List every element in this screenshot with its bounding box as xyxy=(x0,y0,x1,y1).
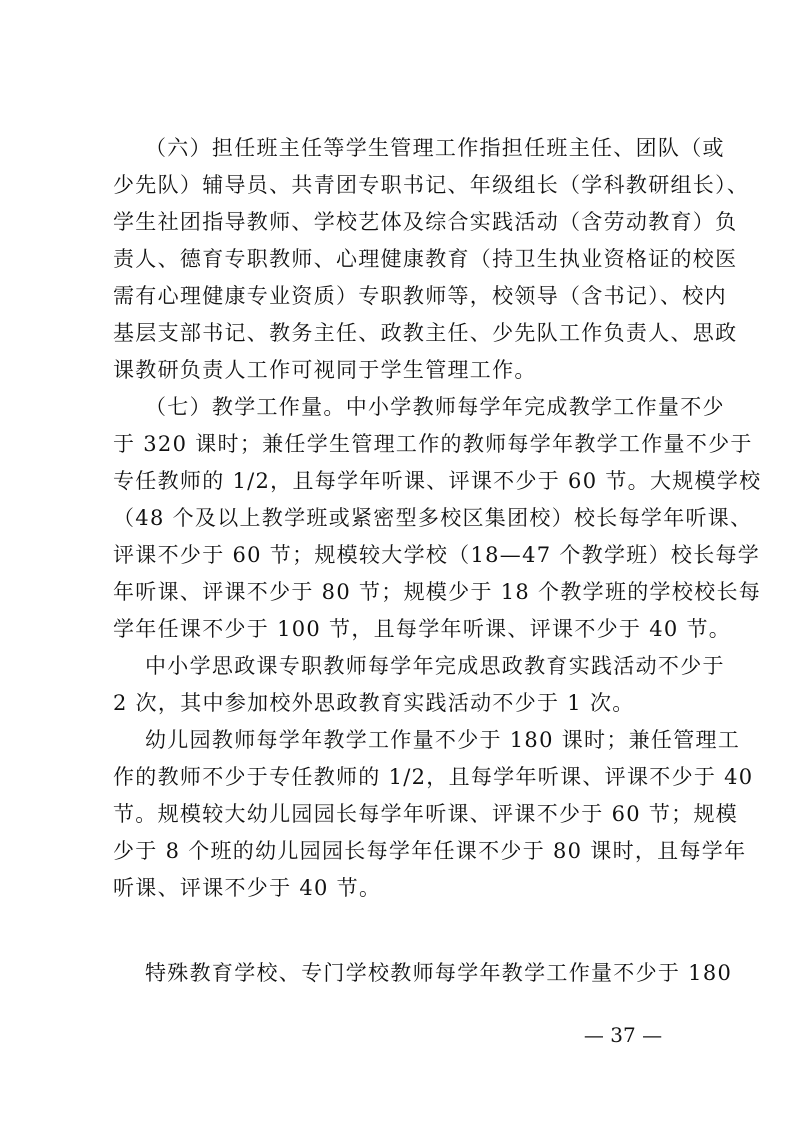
paragraph-line: 节。规模较大幼儿园园长每学年听课、评课不少于 60 节；规模 xyxy=(113,802,739,826)
paragraph-line: 学生社团指导教师、学校艺体及综合实践活动（含劳动教育）负 xyxy=(113,210,738,234)
paragraph-line: 作的教师不少于专任教师的 1/2，且每学年听课、评课不少于 40 xyxy=(113,765,754,789)
paragraph-line: 学年任课不少于 100 节，且每学年听课、评课不少于 40 节。 xyxy=(113,617,732,641)
paragraph-line: 幼儿园教师每学年教学工作量不少于 180 课时；兼任管理工 xyxy=(145,728,741,752)
paragraph-line: （48 个及以上教学班或紧密型多校区集团校）校长每学年听课、 xyxy=(113,506,753,530)
paragraph-line: 2 次，其中参加校外思政教育实践活动不少于 1 次。 xyxy=(113,691,635,715)
paragraph-line: （六）担任班主任等学生管理工作指担任班主任、团队（或 xyxy=(145,136,725,160)
paragraph-line: （七）教学工作量。中小学教师每学年完成教学工作量不少 xyxy=(145,395,725,419)
paragraph-line: 需有心理健康专业资质）专职教师等，校领导（含书记）、校内 xyxy=(113,284,727,308)
paragraph-line: 少于 8 个班的幼儿园园长每学年任课不少于 80 课时，且每学年 xyxy=(113,839,747,863)
paragraph-line: 少先队）辅导员、共青团专职书记、年级组长（学科教研组长）、 xyxy=(113,173,750,197)
paragraph-line: 基层支部书记、教务主任、政教主任、少先队工作负责人、思政 xyxy=(113,321,738,345)
paragraph-line: 于 320 课时；兼任学生管理工作的教师每学年教学工作量不少于 xyxy=(113,432,753,456)
paragraph-line: 课教研负责人工作可视同于学生管理工作。 xyxy=(113,358,537,382)
page-number: — 37 — xyxy=(583,1023,663,1047)
paragraph-line: 评课不少于 60 节；规模较大学校（18—47 个教学班）校长每学 xyxy=(113,543,761,567)
paragraph-line: 年听课、评课不少于 80 节；规模少于 18 个教学班的学校校长每 xyxy=(113,580,762,604)
paragraph-line: 专任教师的 1/2，且每学年听课、评课不少于 60 节。大规模学校 xyxy=(113,469,762,493)
paragraph-line: 责人、德育专职教师、心理健康教育（持卫生执业资格证的校医 xyxy=(113,247,738,271)
paragraph-line: 听课、评课不少于 40 节。 xyxy=(113,876,382,900)
paragraph-line: 中小学思政课专职教师每学年完成思政教育实践活动不少于 xyxy=(145,654,725,678)
paragraph-line: 特殊教育学校、专门学校教师每学年教学工作量不少于 180 xyxy=(145,961,733,985)
